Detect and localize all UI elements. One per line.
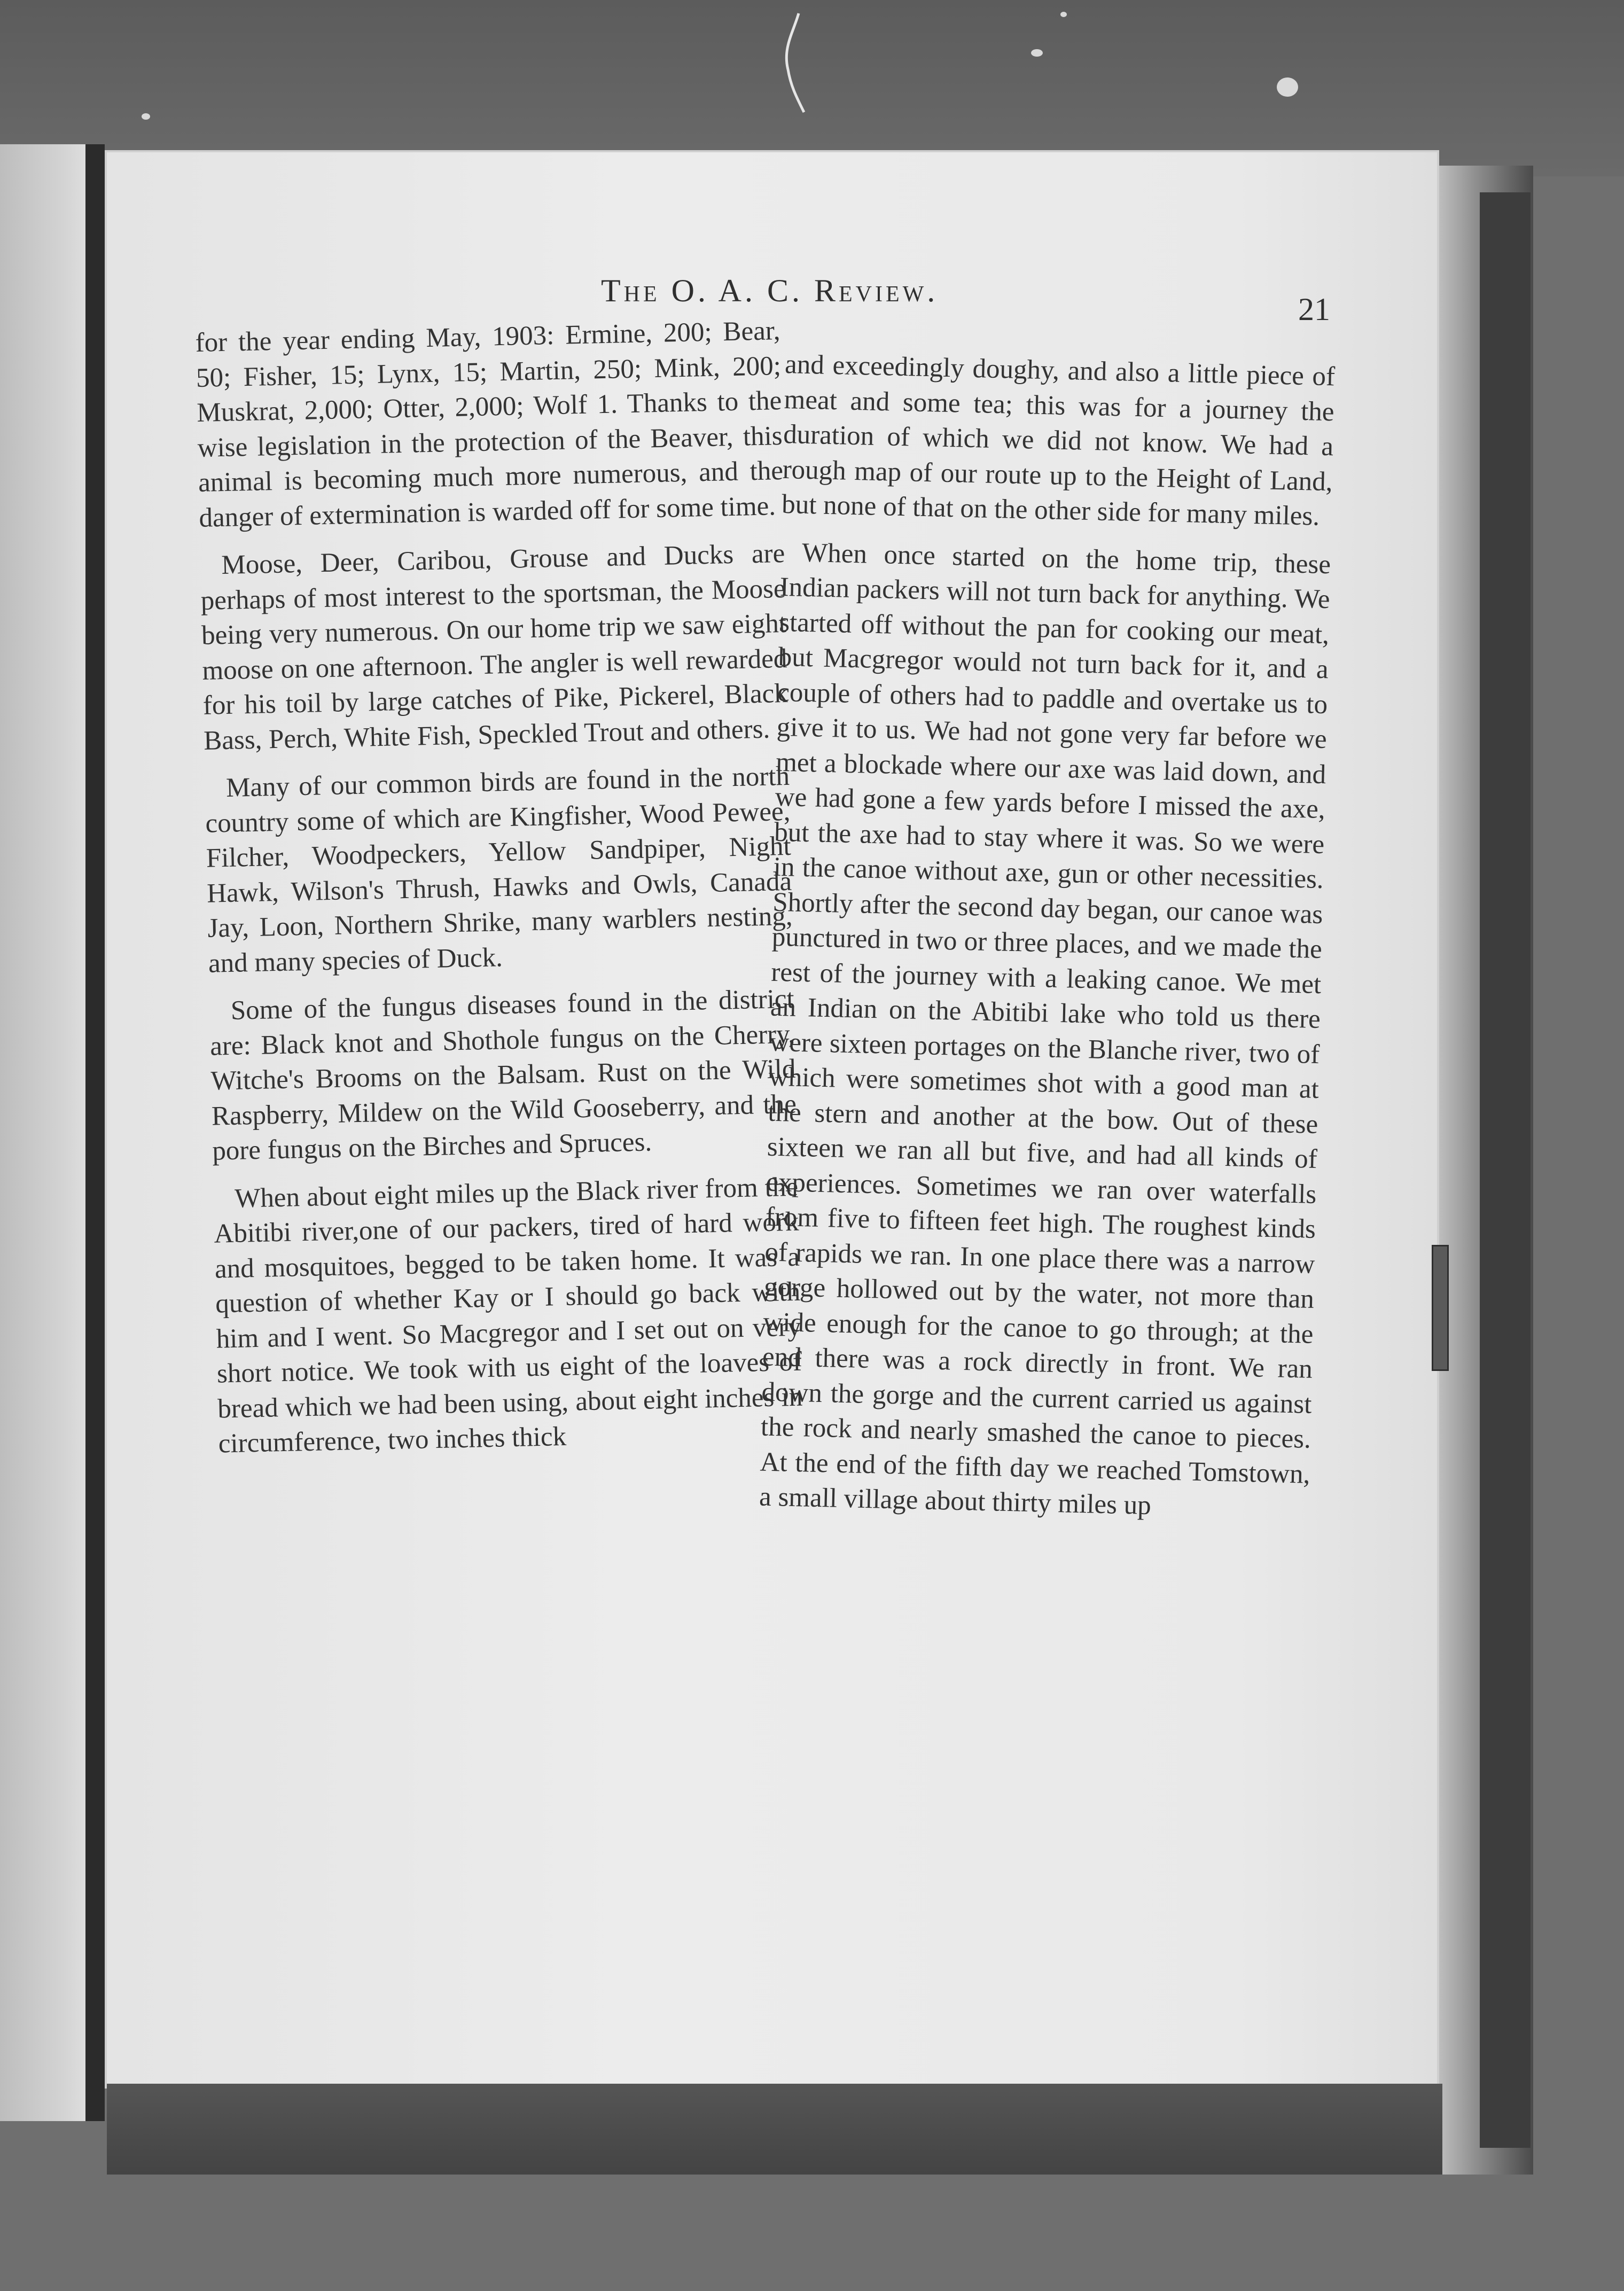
paragraph: When about eight miles up the Black river from the Abitibi river,one of our packers, tired of hard work and mosquitoes, begged to be taken home. It was a question of whether Kay or I should go back with him and I went. So Macgregor and I set out on very short notice. We took with us eight of the loaves of bread which we had been using, about eight inches in circumference, two inches thick <box>214 1172 803 1459</box>
paragraph: Many of our common birds are found in the north country some of which are Kingfisher, Wood Pewee, Filcher, Woodpeckers, Yellow Sandpiper, Night Hawk, Wilson's Thrush, Hawks and Owls, Canada Jay, Loon, Northern Shrike, many warblers nesting, and many species of Duck. <box>205 761 793 979</box>
page-number: 21 <box>1298 292 1330 327</box>
right-text-column <box>759 347 1336 1540</box>
paragraph: When once started on the home trip, these Indian packers will not turn back for anything. We started off without the pan for cooking our meat, but Macgregor would not turn back for it, and a couple of others had to paddle and overtake us to give it to us. We had not gone very far before we met a blockade where our axe was laid down, and we had gone a few yards before I missed the axe, but the axe had to stay where it was. So we were in the canoe without axe, gun or other necessities. Shortly after the second day began, our canoe was punctured in two or three places, and we made the rest of the journey with a leaking canoe. We met an Indian on the Abitibi lake who told us there were sixteen portages on the Blanche river, two of which were sometimes shot with a good man at the stern and another at the bow. Out of these sixteen we ran all but five, and had all kinds of experiences. Sometimes we ran over waterfalls from five to fifteen feet high. The roughest kinds of rapids we ran. In one place there was a narrow gorge hollowed out by the water, not more than wide enough for the canoe to go through; at the end there was a rock directly in front. We ran down the gorge and the current carried us against the rock and nearly smashed the canoe to pieces. At the end of the fifth day we reached Tomstown, a small village about thirty miles up <box>759 537 1331 1521</box>
paragraph: for the year ending May, 1903: Ermine, 200; Bear, 50; Fisher, 15; Lynx, 15; Martin, 250; Mink, 200; Muskrat, 2,000; Otter, 2,000; Wolf 1. Thanks to the wise legislation in the protection of the Beaver, this animal is becoming much more numerous, and the danger of extermination is warded off for some time. <box>195 316 784 533</box>
page-shadow <box>107 2084 1442 2175</box>
page-gutter <box>85 144 105 2121</box>
backdrop <box>0 0 1624 176</box>
dust-speck <box>1031 49 1043 57</box>
paragraph: Moose, Deer, Caribou, Grouse and Ducks are perhaps of most interest to the sportsman, the Moose being very numerous. On our home trip we saw eight moose on one afternoon. The angler is well rewarded for his toil by large catches of Pike, Pickerel, Black Bass, Perch, White Fish, Speckled Trout and others. <box>200 538 788 756</box>
dust-speck <box>1277 77 1298 97</box>
paragraph: Some of the fungus diseases found in the district are: Black knot and Shothole fungus on the Cherry, Witche's Brooms on the Balsam. Rust on the Wild Raspberry, Mildew on the Wild Gooseberry, and the pore fungus on the Birches and Spruces. <box>209 984 797 1166</box>
scratch-mark <box>777 11 809 118</box>
left-text-column <box>195 314 804 1475</box>
running-title: The O. A. C. Review. <box>601 273 939 308</box>
book-cover-edge <box>1480 192 1531 2148</box>
dust-speck <box>142 113 150 120</box>
paragraph: and exceedingly doughy, and also a little piece of meat and some tea; this was for a journey the duration of which we did not know. We had a rough map of our route up to the Height of Land, but none of that on the other side for many miles. <box>781 349 1336 532</box>
dust-speck <box>1060 12 1067 17</box>
page-marker <box>1432 1245 1449 1371</box>
